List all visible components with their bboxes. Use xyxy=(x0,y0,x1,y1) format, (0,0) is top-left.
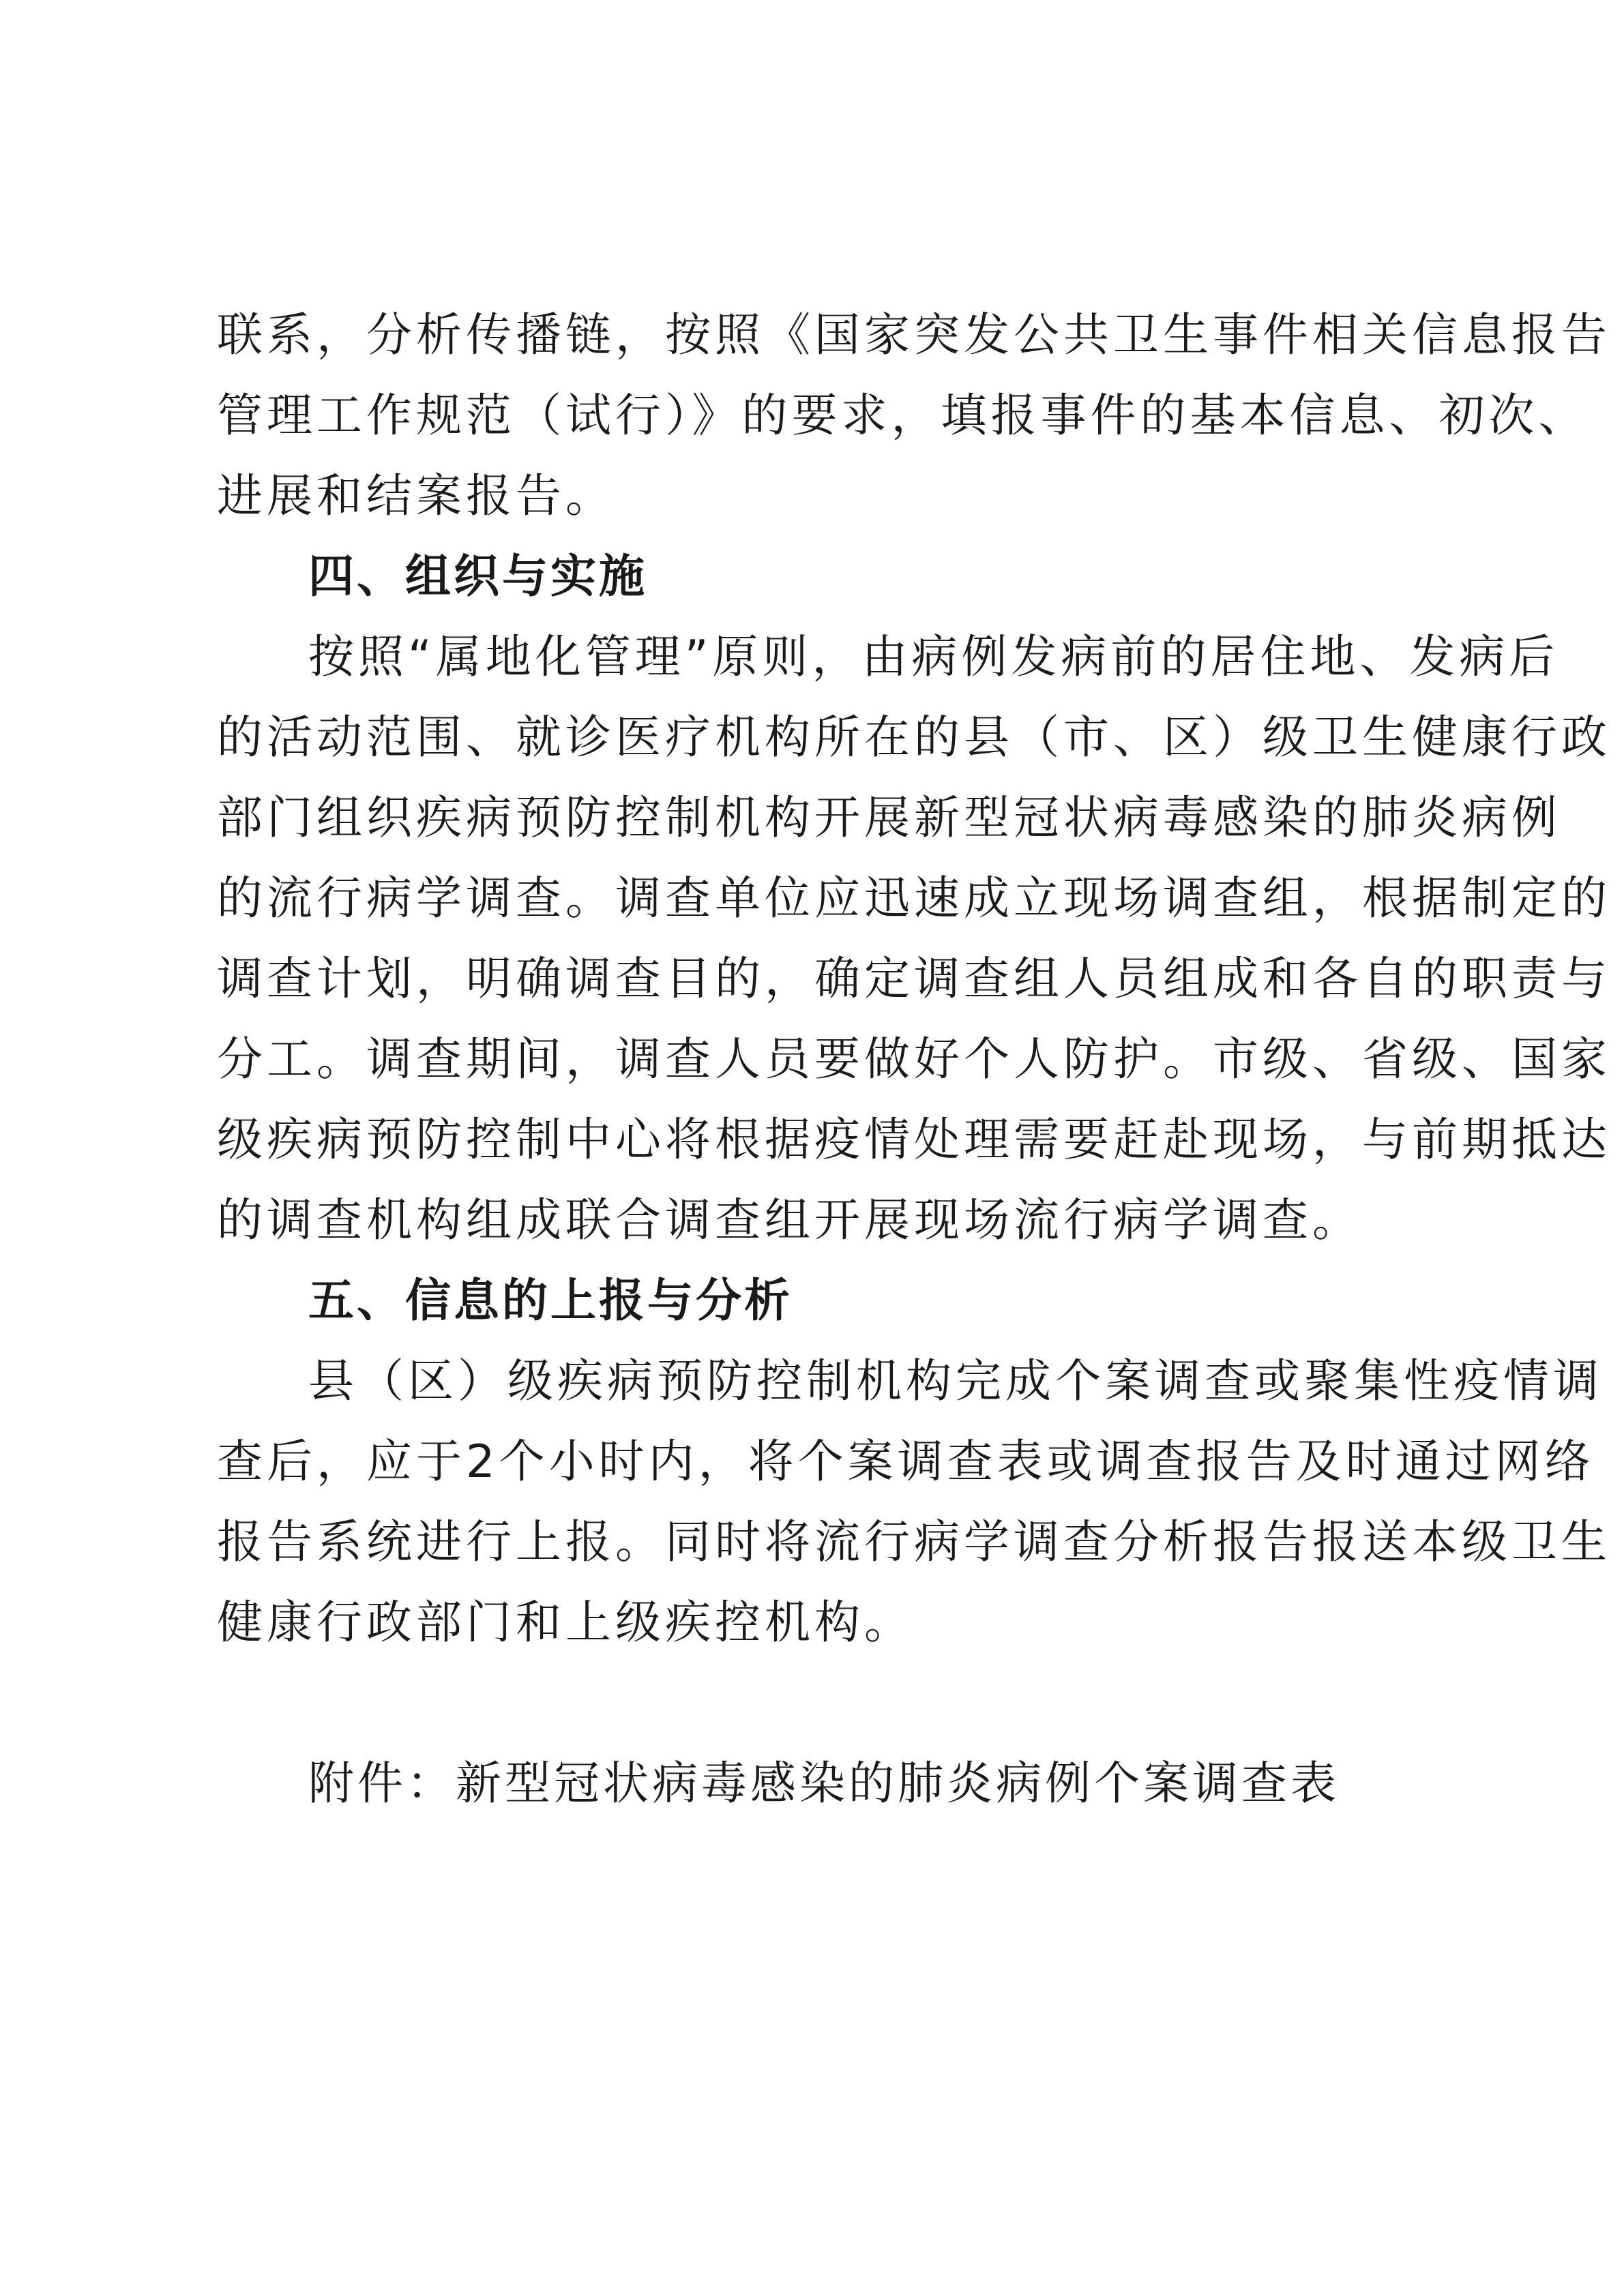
text-line: 报告系统进行上报。同时将流行病学调查分析报告报送本级卫生 xyxy=(217,1515,1611,1568)
text-line: 分工。调查期间，调查人员要做好个人防护。市级、省级、国家 xyxy=(217,1032,1611,1086)
text-line: 按照“属地化管理”原则，由病例发病前的居住地、发病后 xyxy=(308,630,1559,683)
section-heading: 五、信息的上报与分析 xyxy=(308,1274,793,1327)
spacer xyxy=(217,1663,1407,1743)
section-organization-implementation xyxy=(217,536,1611,1260)
text-line: 级疾病预防控制中心将根据疫情处理需要赶赴现场，与前期抵达 xyxy=(217,1113,1611,1166)
text-line: 部门组织疾病预防控制机构开展新型冠状病毒感染的肺炎病例 xyxy=(217,791,1561,844)
paragraph-continuation xyxy=(217,295,1611,536)
document-body xyxy=(217,295,1611,1823)
section-heading: 四、组织与实施 xyxy=(308,550,647,603)
attachment-note: 附件：新型冠状病毒感染的肺炎病例个案调查表 xyxy=(308,1757,1340,1810)
section-information-reporting xyxy=(217,1260,1611,1663)
text-line: 调查计划，明确调查目的，确定调查组人员组成和各自的职责与 xyxy=(217,952,1611,1005)
text-line: 的活动范围、就诊医疗机构所在的县（市、区）级卫生健康行政 xyxy=(217,711,1611,764)
text-line: 管理工作规范（试行）》的要求，填报事件的基本信息、初次、 xyxy=(217,389,1589,442)
text-line: 健康行政部门和上级疾控机构。 xyxy=(217,1596,914,1649)
text-line: 的流行病学调查。调查单位应迅速成立现场调查组，根据制定的 xyxy=(217,871,1611,925)
text-line: 的调查机构组成联合调查组开展现场流行病学调查。 xyxy=(217,1193,1362,1247)
text-line: 联系，分析传播链，按照《国家突发公共卫生事件相关信息报告 xyxy=(217,308,1611,361)
text-line: 县（区）级疾病预防控制机构完成个案调查或聚集性疫情调 xyxy=(308,1354,1603,1407)
text-line: 进展和结案报告。 xyxy=(217,469,615,522)
text-line: 查后，应于2个小时内，将个案调查表或调查报告及时通过网络 xyxy=(217,1435,1595,1488)
